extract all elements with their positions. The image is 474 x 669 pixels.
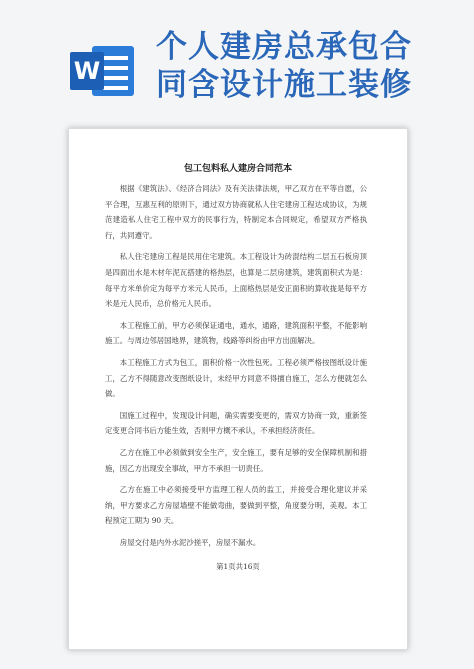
word-icon-line (100, 76, 128, 80)
paragraph: 国施工过程中，发现设计问题，确实需要变更的，需双方协商一致，重新签定变更合同书后方能生效，否则甲方概不承认，不承担经济责任。 (105, 410, 367, 436)
document-page (68, 128, 408, 650)
word-icon-line (100, 56, 128, 60)
document-title: 包工包料私人建房合同范本 (183, 164, 292, 174)
word-icon-line (100, 66, 128, 70)
paragraph: 私人住宅建房工程是民用住宅建筑。本工程设计为砖混结构二层五石板房顶是四面出水是木材年泥瓦搭建的格热层，也算是二层房建筑，建筑面积式为是：每平方米单价定为每平方米元人民币，上面格热层是安正面积的算收拢是每平方米是元人民币，总价格元人民币。 (105, 252, 367, 309)
paragraph: 房屋交付是内外水泥沙搓平，房屋不漏水。 (119, 537, 261, 547)
page-title (156, 28, 456, 104)
paragraph: 乙方在施工中必须接受甲方监理工程人员的监工，并接受合理化建议并采纳，甲方要求乙方房屋墙壁不能做弯曲，要做到平整，角度要分明，美观。本工程预定工期为 90 天。 (105, 485, 367, 526)
paragraph: 本工程施工前，甲方必须保证通电，通水，通路，建筑面积平整，不能影响施工。与周边邻居国地界，建筑物，线路等纠纷由甲方出面解决。 (105, 320, 367, 346)
paragraph: 根据《建筑法》、《经济合同法》及有关法律法规，甲乙双方在平等自愿，公平合理，互惠互利的原则下，通过双方协商就私人住宅建房工程达成协议，为规范建造私人住宅工程中双方的民事行为，特制定本合同规定，希望双方严格执行，共同遵守。 (105, 184, 367, 240)
paragraph: 乙方在施工中必须做到安全生产，安全施工，要有足够的安全保障机制和措施，因乙方出现安全事故，甲方不承担一切责任。 (105, 447, 367, 473)
word-document-icon (70, 42, 136, 100)
paragraph: 本工程施工方式为包工，面积价格一次性包死。工程必须严格按图纸设计施工，乙方不得随意改变图纸设计，未经甲方同意不得擅自施工，怎么方便就怎么做。 (105, 357, 367, 399)
title-line-2: 同含设计施工装修 (156, 67, 412, 103)
word-icon-line (100, 86, 128, 90)
word-icon-letter: W (70, 52, 104, 90)
document-body (105, 181, 367, 556)
title-line-1: 个人建房总承包合 (156, 29, 412, 65)
promo-header (0, 0, 474, 118)
page-number: 第1页共16页 (216, 562, 260, 571)
